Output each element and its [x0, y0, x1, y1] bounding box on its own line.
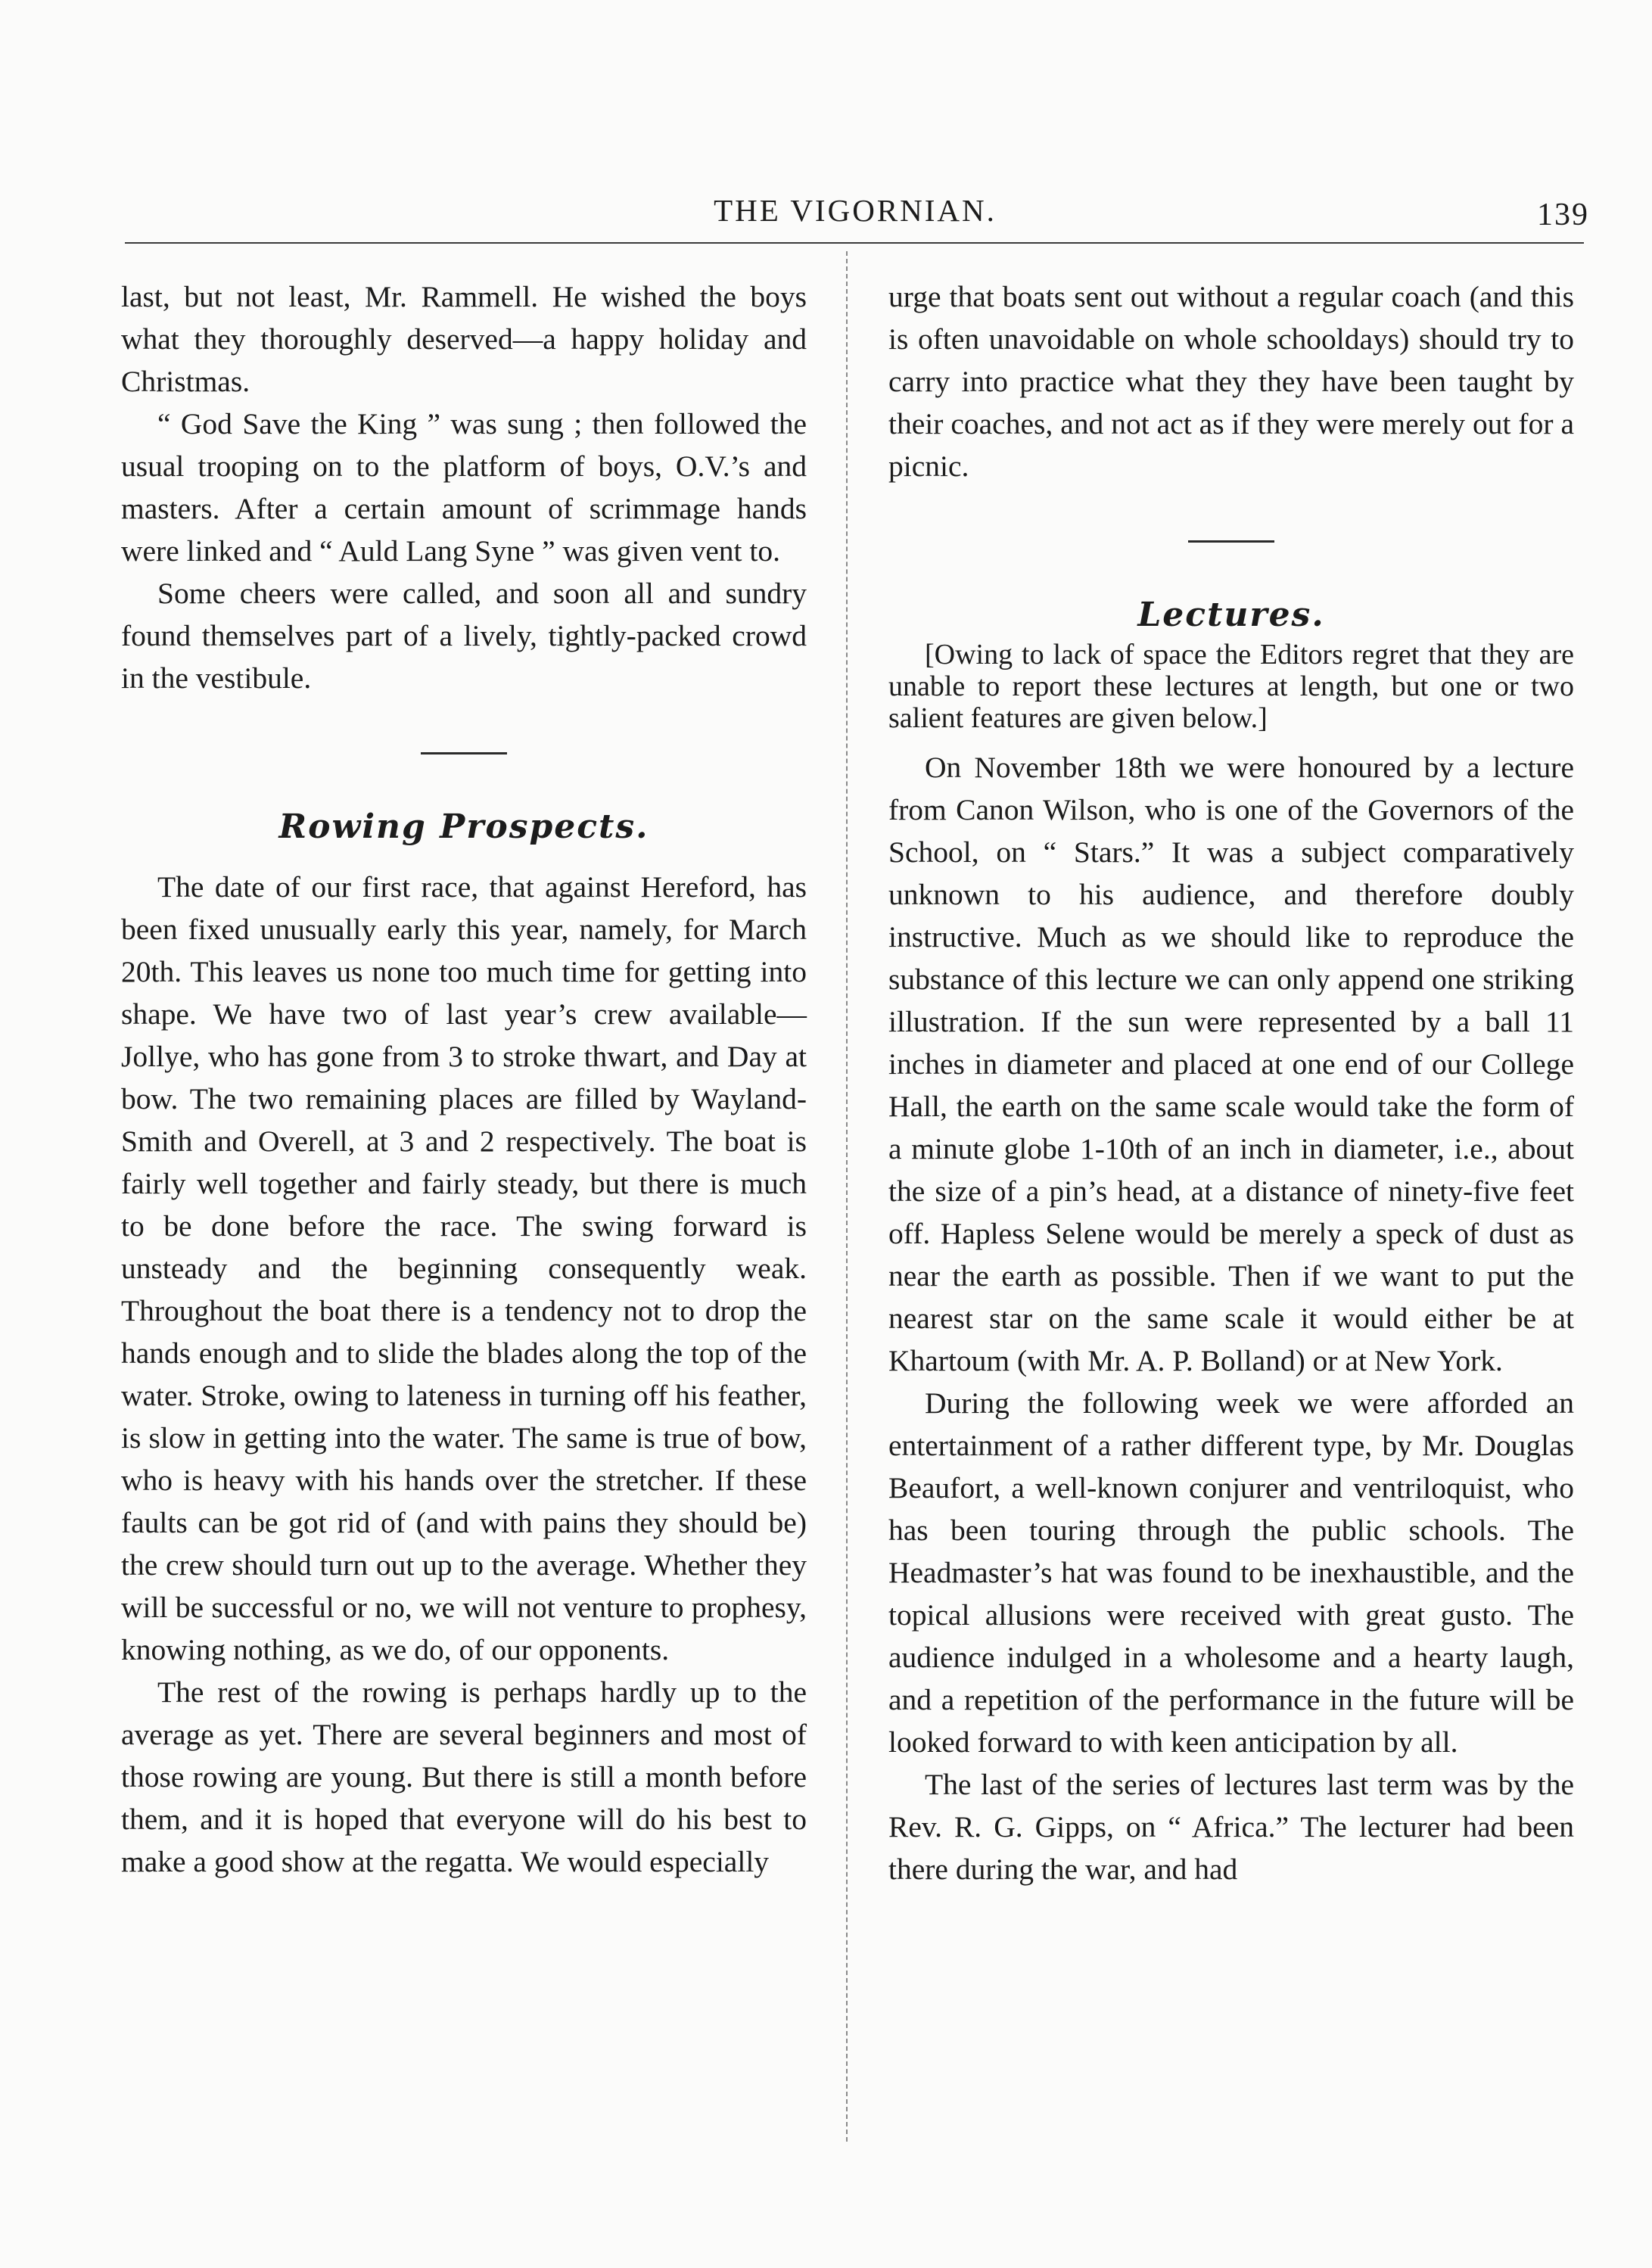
running-head [121, 192, 1589, 235]
paragraph: The rest of the rowing is perhaps hardly up to the average as yet. There are several beginners and most of those rowing are young. But there is still a month before them, and it is hoped that everyone will do his best to make a good show at the regatta. We would especially [121, 1675, 807, 1878]
paragraph: last, but not least, Mr. Rammell. He wished the boys what they thoroughly deserved—a happy holiday and Christmas. [121, 280, 807, 398]
section-separator [421, 752, 507, 754]
paragraph: The last of the series of lectures last term was by the Rev. R. G. Gipps, on “ Africa.” The lecturer had been there during the war, and had [888, 1768, 1574, 1886]
section-heading-lectures: Lectures. [1137, 596, 1325, 634]
section-separator [1188, 540, 1274, 543]
section-heading-rowing-prospects: Rowing Prospects. [278, 807, 649, 846]
header-rule [125, 242, 1584, 244]
paragraph: Some cheers were called, and soon all and sundry found themselves part of a lively, tightly-packed crowd in the vestibule. [121, 577, 807, 695]
paragraph: The date of our first race, that against Hereford, has been fixed unusually early this year, namely, for March 20th. This leaves us none too much time for getting into shape. We have two of last year’s crew available—Jollye, who has gone from 3 to stroke thwart, and Day at bow. The two remaining places are filled by Wayland-Smith and Overell, at 3 and 2 respectively. The boat is fairly well together and fairly steady, but there is much to be done before the race. The swing forward is unsteady and the beginning consequently weak. Throughout the boat there is a tendency not to drop the hands enough and to slide the blades along the top of the water. Stroke, owing to lateness in turning off his feather, is slow in getting into the water. The same is true of bow, who is heavy with his hands over the stretcher. If these faults can be got rid of (and with pains they should be) the crew should turn out up to the average. Whether they will be successful or no, we will not venture to prophesy, knowing nothing, as we do, of our opponents. [121, 870, 807, 1666]
paragraph: During the following week we were afforded an entertainment of a rather different type, by Mr. Douglas Beaufort, a well-known conjurer and ventriloquist, who has been touring through the public schools. The Headmaster’s hat was found to be inexhaustible, and the topical allusions were received with great gusto. The audience indulged in a wholesome and a hearty laugh, and a repetition of the performance in the future will be looked forward to with keen anticipation by all. [888, 1386, 1574, 1759]
right-column [888, 275, 1574, 1890]
left-column [121, 275, 807, 1883]
paragraph: On November 18th we were honoured by a lecture from Canon Wilson, who is one of the Governors of the School, on “ Stars.” It was a subject comparatively unknown to his audience, and therefore doubly instructive. Much as we should like to reproduce the substance of this lecture we can only append one striking illustration. If the sun were represented by a ball 11 inches in diameter and placed at one end of our College Hall, the earth on the same scale would take the form of a minute globe 1-10th of an inch in diameter, i.e., about the size of a pin’s head, at a distance of ninety-five feet off. Hapless Selene would be merely a speck of dust as near the earth as possible. Then if we want to put the nearest star on the same scale it would either be at Khartoum (with Mr. A. P. Bolland) or at New York. [888, 751, 1574, 1377]
editors-note: [Owing to lack of space the Editors regret that they are unable to report these lectures at length, but one or two salient features are given below.] [888, 639, 1574, 734]
page-number: 139 [1537, 198, 1589, 232]
paragraph: “ God Save the King ” was sung ; then followed the usual trooping on to the platform of boys, O.V.’s and masters. After a certain amount of scrimmage hands were linked and “ Auld Lang Syne ” was given vent to. [121, 407, 807, 568]
column-divider [846, 251, 848, 2142]
running-title: THE VIGORNIAN. [714, 193, 997, 228]
paragraph: urge that boats sent out without a regular coach (and this is often unavoidable on whole schooldays) should try to carry into practice what they they have been taught by their coaches, and not act as if they were merely out for a picnic. [888, 280, 1574, 483]
